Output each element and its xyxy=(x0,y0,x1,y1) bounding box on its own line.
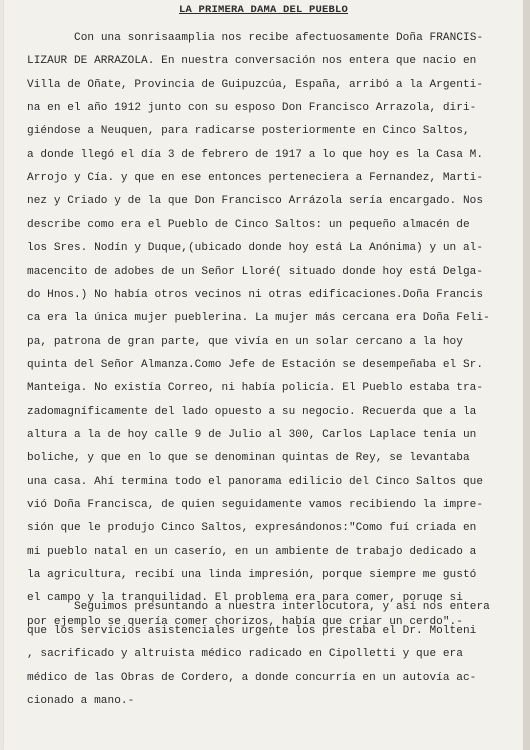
page-edge xyxy=(523,0,530,750)
text-line: Manteiga. No existía Correo, ni había policía. El Pueblo estaba tra- xyxy=(27,382,484,395)
text-line: los Sres. Nodín y Duque,(ubicado donde hoy está La Anónima) y un al- xyxy=(27,242,484,255)
text-line: médico de las Obras de Cordero, a donde concurría en un autovía ac- xyxy=(27,671,477,684)
text-line: macencito de adobes de un Señor Lloré( situado donde hoy está Delga- xyxy=(27,265,484,278)
text-line: sión que le produjo Cinco Saltos, expresándonos:"Como fuí criada en xyxy=(27,522,477,535)
text-line: cionado a mano.- xyxy=(27,695,135,707)
text-line: Con una sonrisaamplia nos recibe afectuosamente Doña FRANCIS- xyxy=(74,32,484,44)
text-line: altura a la de hoy calle 9 de Julio al 300, Carlos Laplace tenía un xyxy=(27,428,477,441)
text-line: describe como era el Pueblo de Cinco Saltos: un pequeño almacén de xyxy=(27,218,470,231)
text-line: nez y Criado y de la que Don Francisco Arrázola sería encargado. Nos xyxy=(27,195,484,208)
text-line: LIZAUR DE ARRAZOLA. En nuestra conversación nos entera que nacio en xyxy=(27,55,477,68)
text-line: mi pueblo natal en un caserío, en un ambiente de trabajo dedicado a xyxy=(27,545,477,558)
text-line: boliche, y que en lo que se denominan quintas de Rey, se levantaba xyxy=(27,452,470,465)
text-line: quinta del Señor Almanza.Como Jefe de Estación se desempeñaba el Sr. xyxy=(27,358,484,371)
text-line: a donde llegó el día 3 de febrero de 1917 a lo que hoy es la Casa M. xyxy=(27,148,484,161)
text-line: Villa de Oñate, Provincia de Guipuzcúa, España, arribó a la Argenti- xyxy=(27,78,484,91)
text-line: por ejemplo se quería comer chorizos, había que criar un cerdo".- xyxy=(27,615,463,628)
text-line: que los servicios asistenciales urgente los prestaba el Dr. Molteni xyxy=(27,624,477,637)
text-line: Arrojo y Cía. y que en ese entonces perteneciera a Fernandez, Marti- xyxy=(27,172,484,185)
text-line: zadomagníficamente del lado opuesto a su negocio. Recuerda que a la xyxy=(27,405,477,418)
text-line: na en el año 1912 junto con su esposo Don Francisco Arrazola, diri- xyxy=(27,102,477,115)
text-line: una casa. Ahí termina todo el panorama edilicio del Cinco Saltos que xyxy=(27,475,484,488)
text-line: vió Doña Francisca, de quien seguidamente vamos recibiendo la impre- xyxy=(27,499,484,511)
text-line: do Hnos.) No había otros vecinos ni otras edificaciones.Doña Francis xyxy=(27,288,484,301)
text-line: giéndose a Neuquen, para radicarse posteriormente en Cinco Saltos, xyxy=(27,125,470,138)
document-title: LA PRIMERA DAMA DEL PUEBLO xyxy=(178,4,349,16)
text-line: pa, patrona de gran parte, que vivía en un solar cercano a la hoy xyxy=(27,335,463,348)
document-page xyxy=(4,0,523,750)
text-line: el campo y la tranquilidad. El problema era para comer, poruqe si xyxy=(27,592,463,605)
text-line: ca era la única mujer pueblerina. La mujer más cercana era Doña Feli- xyxy=(27,312,490,325)
text-line: Seguimos presuntando a nuestra interlocutora, y así nos entera xyxy=(74,601,490,613)
text-line: , sacrificado y altruista médico radicado en Cipolletti y que era xyxy=(27,648,463,660)
text-line: la agricultura, recibí una linda impresión, porque siempre me gustó xyxy=(27,569,477,582)
